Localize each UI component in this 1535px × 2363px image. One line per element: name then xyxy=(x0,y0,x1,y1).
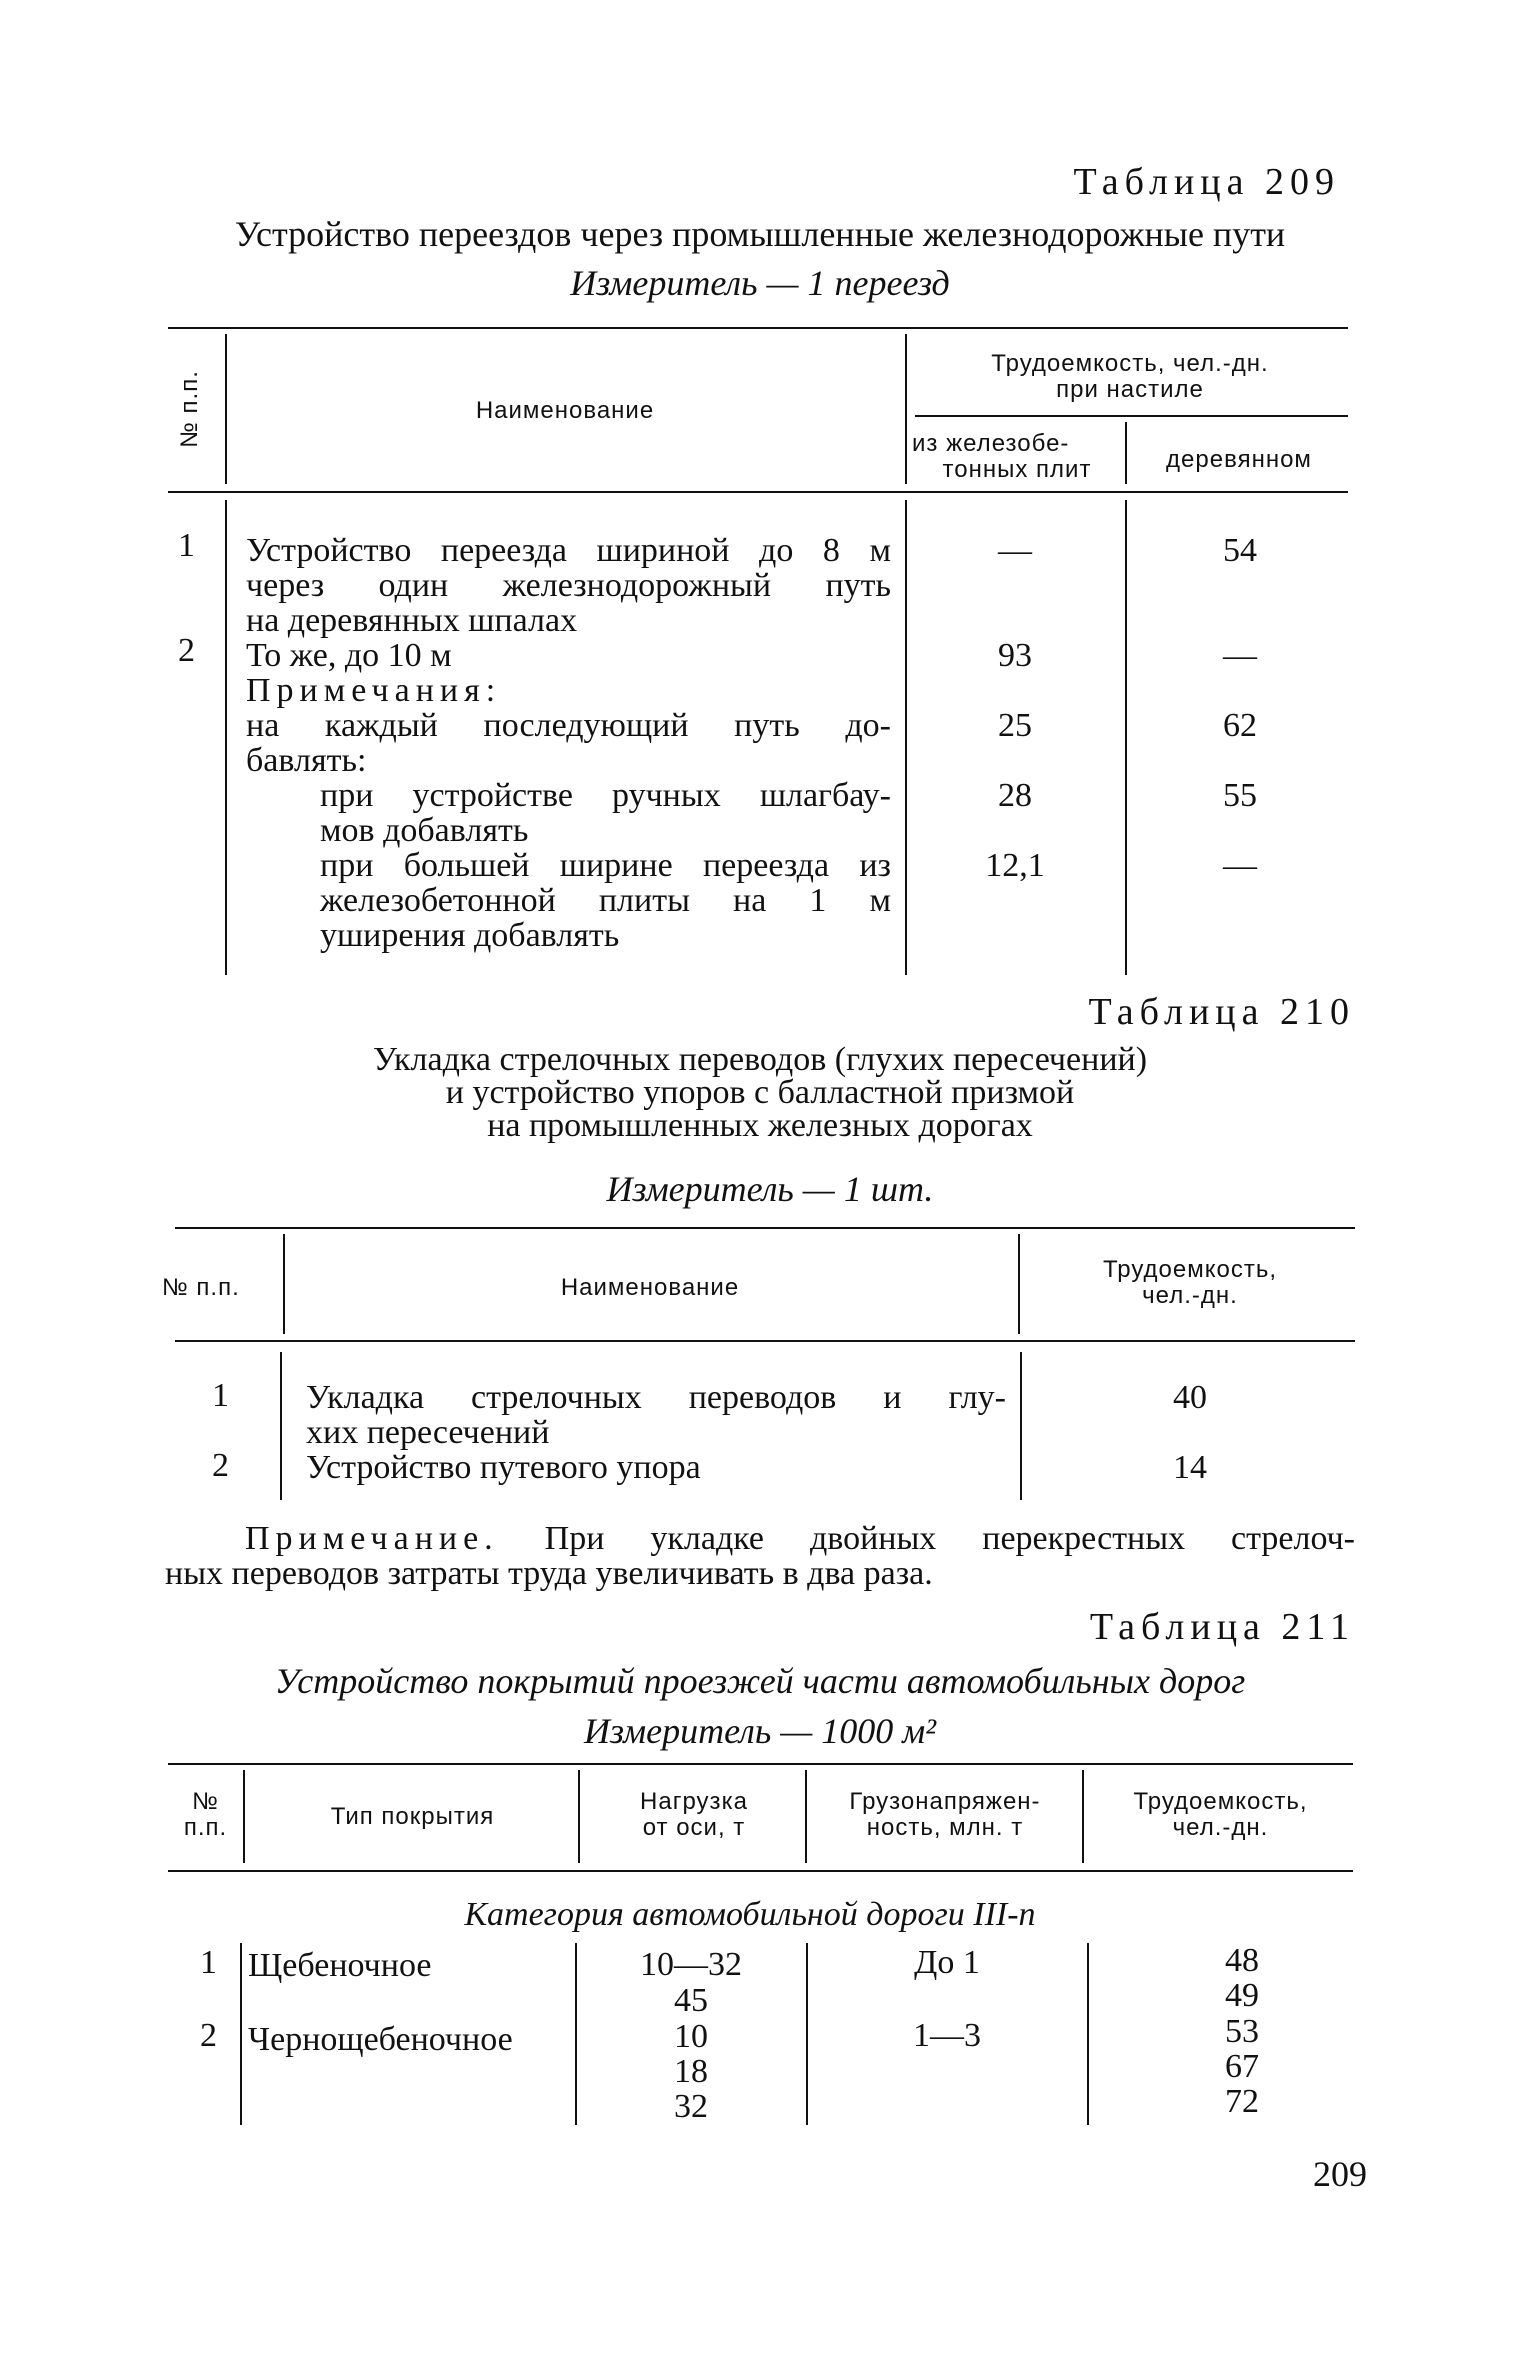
table-211-top-rule xyxy=(168,1763,1353,1765)
table-210-row-no: 2 xyxy=(212,1447,229,1484)
table-211-cell-labor: 67 xyxy=(1225,2048,1259,2085)
table-210-header-labor-sub: чел.-дн. xyxy=(1142,1282,1238,1309)
table-209-col-divider xyxy=(905,500,907,975)
table-211-col-divider xyxy=(1087,1943,1089,2125)
table-209-header-no: № п.п. xyxy=(176,370,203,448)
table-209-subheader-rule xyxy=(915,415,1348,417)
table-210-row-name: хих пересечений xyxy=(306,1414,550,1451)
table-209-row-name: через один железнодорожный путь xyxy=(246,567,891,604)
table-211-header-no-2: п.п. xyxy=(183,1814,228,1841)
table-209-cell-concrete: 12,1 xyxy=(985,847,1045,884)
table-211-col-divider xyxy=(806,1943,808,2125)
table-211-cell-load: 32 xyxy=(674,2088,708,2125)
table-209-header-labor-sub: при настиле xyxy=(1056,376,1204,403)
table-209-top-rule xyxy=(168,327,1348,329)
table-210-col-divider xyxy=(283,1234,285,1334)
table-210-header-rule xyxy=(175,1340,1355,1342)
table-210-row-no: 1 xyxy=(212,1377,229,1414)
table-209-notes-heading: Примечания: xyxy=(246,672,502,709)
table-211-cell-labor: 48 xyxy=(1225,1942,1259,1979)
table-211-cell-traffic: До 1 xyxy=(914,1944,980,1981)
table-211-header-traffic-2: ность, млн. т xyxy=(866,1814,1024,1841)
table-210-header-name: Наименование xyxy=(560,1274,740,1301)
table-209-row-no: 1 xyxy=(178,527,195,564)
table-211-col-divider xyxy=(578,1770,580,1863)
table-209-title: Устройство переездов через промышленные железнодорожные пути xyxy=(234,214,1286,254)
table-211-cell-type: Чернощебеночное xyxy=(248,2021,513,2058)
table-209-cell-wood: 62 xyxy=(1223,707,1257,744)
table-211-row-no: 2 xyxy=(200,2017,217,2054)
table-211-cell-load: 18 xyxy=(674,2053,708,2090)
table-209-header-labor: Трудоемкость, чел.-дн. xyxy=(991,350,1269,377)
table-209-cell-wood: 54 xyxy=(1223,532,1257,569)
table-209-cell-wood: — xyxy=(1223,847,1257,884)
table-209-header-name: Наименование xyxy=(475,397,655,424)
table-209-label: Таблица 209 xyxy=(1073,161,1340,203)
table-209-note-text: уширения добавлять xyxy=(320,917,620,954)
table-210-row-name: Укладка стрелочных переводов и глу- xyxy=(306,1379,1006,1416)
table-209-header-concrete-2: тонных плит xyxy=(942,456,1092,483)
table-209-row-no: 2 xyxy=(178,632,195,669)
table-209-col-divider xyxy=(1125,500,1127,975)
table-211-measure: Измеритель — 1000 м² xyxy=(583,1711,937,1751)
table-211-col-divider xyxy=(240,1943,242,2125)
table-211-category: Категория автомобильной дороги III-п xyxy=(464,1896,1036,1933)
table-209-header-concrete: из железобе- xyxy=(912,430,1070,457)
table-209-col-divider xyxy=(225,500,227,975)
table-210-title-line: и устройство упоров с балластной призмой xyxy=(445,1074,1075,1111)
table-209-cell-concrete: 25 xyxy=(998,707,1032,744)
table-211-cell-load: 10 xyxy=(674,2018,708,2055)
table-209-measure: Измеритель — 1 переезд xyxy=(570,263,950,303)
table-211-col-divider xyxy=(805,1770,807,1863)
table-209-note-text: мов добавлять xyxy=(320,812,529,849)
page-number: 209 xyxy=(1313,2154,1367,2194)
table-209-header-wood: деревянном xyxy=(1166,446,1312,473)
table-211-header-load: Нагрузка xyxy=(640,1788,748,1815)
table-210-col-divider xyxy=(1020,1352,1022,1500)
table-210-cell-labor: 14 xyxy=(1173,1449,1207,1486)
table-211-cell-labor: 53 xyxy=(1225,2013,1259,2050)
table-209-row-name: То же, до 10 м xyxy=(246,637,452,674)
table-211-cell-type: Щебеночное xyxy=(248,1947,432,1984)
table-209-note-text: железобетонной плиты на 1 м xyxy=(320,882,891,919)
table-210-measure: Измеритель — 1 шт. xyxy=(606,1169,934,1209)
table-209-col-divider xyxy=(1125,422,1127,484)
table-210-title-line: Укладка стрелочных переводов (глухих пересечений) xyxy=(372,1041,1148,1078)
table-210-col-divider xyxy=(280,1352,282,1500)
table-211-cell-load: 10—32 xyxy=(640,1946,742,1983)
table-209-col-divider xyxy=(905,334,907,484)
table-209-header-rule xyxy=(168,491,1348,493)
table-209-cell-concrete: 93 xyxy=(998,637,1032,674)
table-211-header-type: Тип покрытия xyxy=(330,1803,495,1830)
table-209-cell-wood: 55 xyxy=(1223,777,1257,814)
table-209-cell-concrete: — xyxy=(998,532,1032,569)
table-210-note-text: ных переводов затраты труда увеличивать в два раза. xyxy=(165,1555,933,1592)
table-210-header-labor: Трудоемкость, xyxy=(1102,1256,1278,1283)
table-209-note-text: на каждый последующий путь до- xyxy=(246,707,891,744)
table-210-note-heading: Примечание. xyxy=(245,1520,499,1557)
table-210-cell-labor: 40 xyxy=(1173,1379,1207,1416)
table-211-header-load-2: от оси, т xyxy=(642,1814,746,1841)
table-210-header-no: № п.п. xyxy=(162,1274,240,1301)
table-210-title-line: на промышленных железных дорогах xyxy=(487,1107,1033,1144)
table-211-col-divider xyxy=(243,1770,245,1863)
table-211-header-rule xyxy=(168,1870,1353,1872)
table-211-label: Таблица 211 xyxy=(1089,1606,1355,1648)
table-210-row-name: Устройство путевого упора xyxy=(306,1449,701,1486)
table-209-row-name: на деревянных шпалах xyxy=(246,602,578,639)
table-211-header-traffic: Грузонапряжен- xyxy=(849,1788,1041,1815)
table-209-note-text: при большей ширине переезда из xyxy=(320,847,891,884)
table-210-note-text: При укладке двойных перекрестных стрелоч- xyxy=(544,1520,1356,1557)
table-211-header-labor-2: чел.-дн. xyxy=(1172,1814,1269,1841)
table-209-note-text: при устройстве ручных шлагбау- xyxy=(320,777,891,814)
table-211-header-no: № xyxy=(192,1788,219,1815)
table-211-cell-load: 45 xyxy=(674,1982,708,2019)
table-211-col-divider xyxy=(1082,1770,1084,1863)
table-211-cell-labor: 72 xyxy=(1225,2083,1259,2120)
table-210-note xyxy=(245,1521,1355,1556)
table-209-col-divider xyxy=(225,334,227,484)
table-211-title: Устройство покрытий проезжей части автомобильных дорог xyxy=(274,1661,1246,1701)
table-211-col-divider xyxy=(575,1943,577,2125)
table-209-note-text: бавлять: xyxy=(246,742,367,779)
table-210-label: Таблица 210 xyxy=(1088,991,1355,1033)
table-211-header-labor: Трудоемкость, xyxy=(1133,1788,1308,1815)
table-209-cell-concrete: 28 xyxy=(998,777,1032,814)
table-211-row-no: 1 xyxy=(200,1944,217,1981)
table-209-row-name: Устройство переезда шириной до 8 м xyxy=(246,532,891,569)
table-210-top-rule xyxy=(175,1227,1355,1229)
table-210-col-divider xyxy=(1018,1234,1020,1334)
table-211-cell-labor: 49 xyxy=(1225,1977,1259,2014)
table-211-cell-traffic: 1—3 xyxy=(913,2017,981,2054)
table-209-cell-wood: — xyxy=(1223,637,1257,674)
